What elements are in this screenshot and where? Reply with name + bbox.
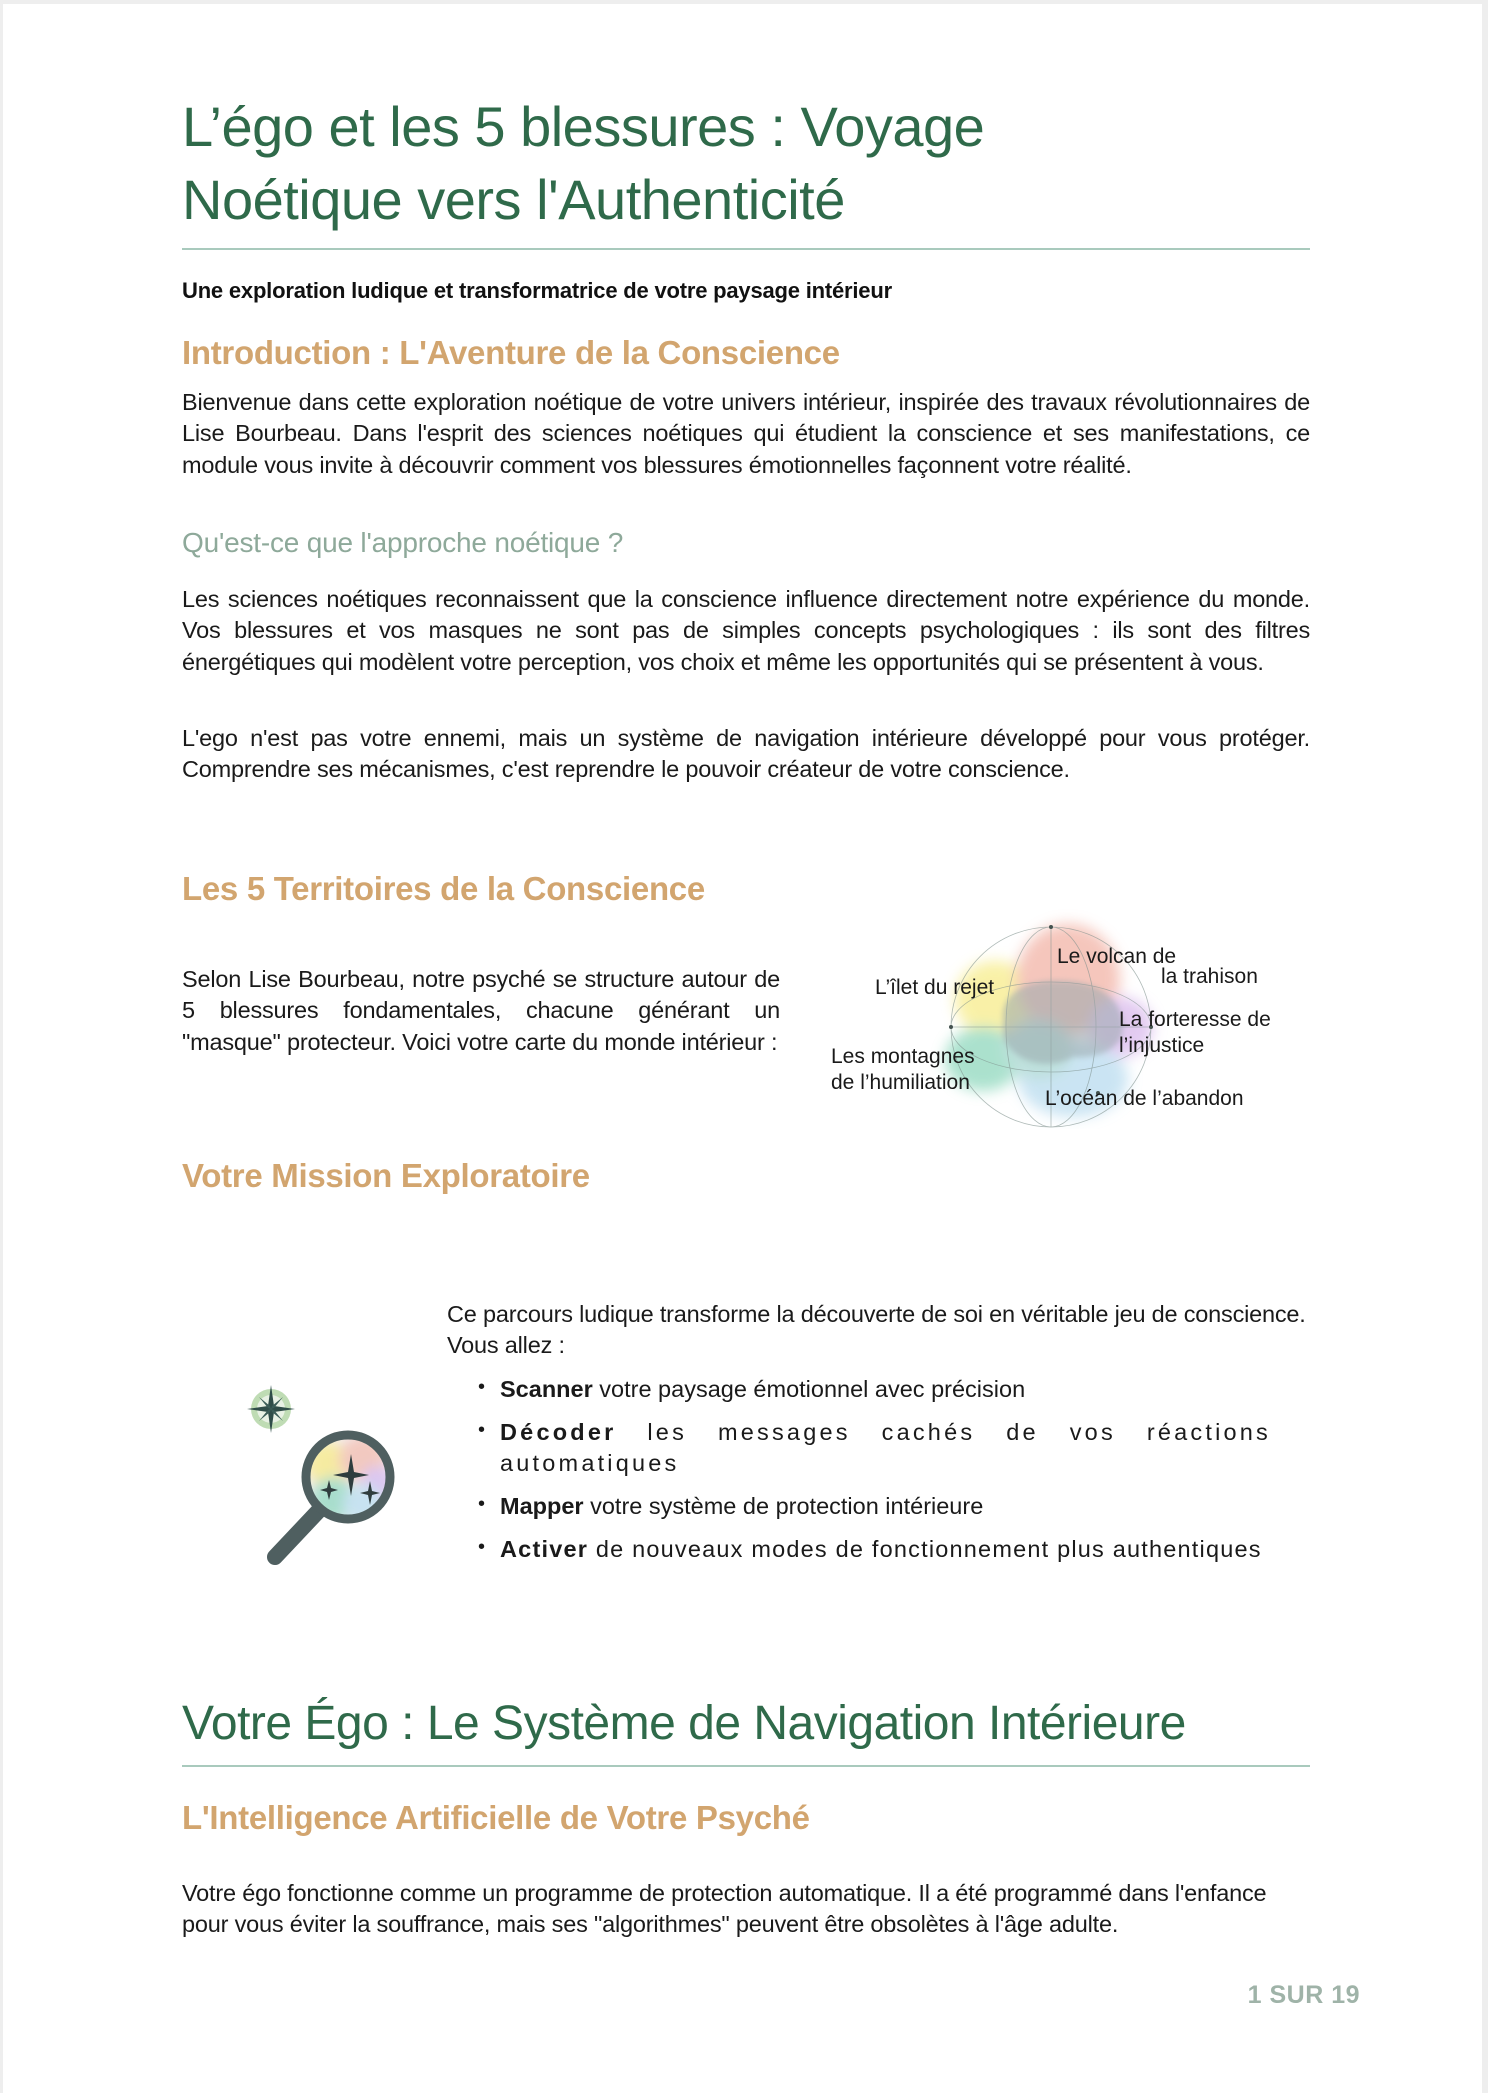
map-label-humiliation: de l’humiliation <box>831 1071 970 1094</box>
map-label-ilet-rejet: L’îlet du rejet <box>875 976 995 999</box>
map-label-volcan: Le volcan de <box>1057 945 1177 968</box>
ego-divider <box>182 1765 1310 1767</box>
map-label-trahison: la trahison <box>1161 965 1258 988</box>
territories-heading: Les 5 Territoires de la Conscience <box>182 870 705 907</box>
intro-heading: Introduction : L'Aventure de la Conscience <box>182 334 840 371</box>
mission-illustration <box>233 1364 433 1584</box>
ego-subheading: L'Intelligence Artificielle de Votre Psyché <box>182 1799 810 1836</box>
mission-list <box>476 1374 1271 1577</box>
title-line-1: L’égo et les 5 blessures : Voyage <box>182 95 985 158</box>
map-label-montagnes: Les montagnes <box>831 1045 975 1068</box>
title-divider <box>182 248 1310 250</box>
territories-paragraph: Selon Lise Bourbeau, notre psyché se structure autour de 5 blessures fondamentales, chacune générant un "masque" protecteur. Voici votre carte du monde intérieur : <box>182 966 780 1055</box>
map-label-injustice: l’injustice <box>1119 1034 1205 1057</box>
mission-item-decoder: • Décoder les messages cachés de vos réactions automatiques <box>476 1417 1271 1479</box>
ego-section-heading: Votre Égo : Le Système de Navigation Intérieure <box>182 1697 1186 1750</box>
document-subtitle: Une exploration ludique et transformatrice de votre paysage intérieur <box>182 278 892 303</box>
title-line-2: Noétique vers l'Authenticité <box>182 168 845 231</box>
intro-paragraph: Bienvenue dans cette exploration noétique de votre univers intérieur, inspirée des travaux révolutionnaires de Lise Bourbeau. Dans l'esprit des sciences noétiques qui étudient la conscience et ses manifestations, ce module vous invite à découvrir comment vos blessures émotionnelles façonnent votre réalité. <box>182 389 1310 478</box>
noetic-paragraph-2: L'ego n'est pas votre ennemi, mais un système de navigation intérieure développé pour vous protéger. Comprendre ses mécanismes, c'est reprendre le pouvoir créateur de votre conscience. <box>182 725 1310 783</box>
map-label-ocean-abandon: L’océan de l’abandon <box>1045 1087 1244 1110</box>
magnifier-icon <box>275 1434 396 1557</box>
map-label-forteresse: La forteresse de <box>1119 1008 1271 1031</box>
noetic-paragraph-1: Les sciences noétiques reconnaissent que la conscience influence directement notre expérience du monde. Vos blessures et vos masques ne sont pas de simples concepts psychologiques : ils sont des filtres énergétiques qui modèlent votre perception, vos choix et même les opportunités qui se présentent à vous. <box>182 586 1310 675</box>
mission-intro: Ce parcours ludique transforme la découverte de soi en véritable jeu de conscience. Vous allez : <box>447 1301 1306 1359</box>
compass-icon <box>247 1385 295 1433</box>
conscience-map <box>823 909 1323 1129</box>
document-page <box>3 4 1482 2093</box>
mission-item-mapper: • Mapper votre système de protection intérieure <box>476 1491 1271 1522</box>
mission-item-activer: • Activer de nouveaux modes de fonctionnement plus authentiques <box>476 1534 1271 1565</box>
document-title <box>182 90 1312 236</box>
mission-heading: Votre Mission Exploratoire <box>182 1157 590 1194</box>
page-number: 1 SUR 19 <box>1247 1981 1360 2009</box>
mission-item-scanner: • Scanner votre paysage émotionnel avec précision <box>476 1374 1271 1405</box>
noetic-heading: Qu'est-ce que l'approche noétique ? <box>182 527 624 558</box>
ego-paragraph: Votre égo fonctionne comme un programme de protection automatique. Il a été programmé dans l'enfance pour vous éviter la souffrance, mais ses "algorithmes" peuvent être obsolètes à l'âge adulte. <box>182 1880 1267 1938</box>
